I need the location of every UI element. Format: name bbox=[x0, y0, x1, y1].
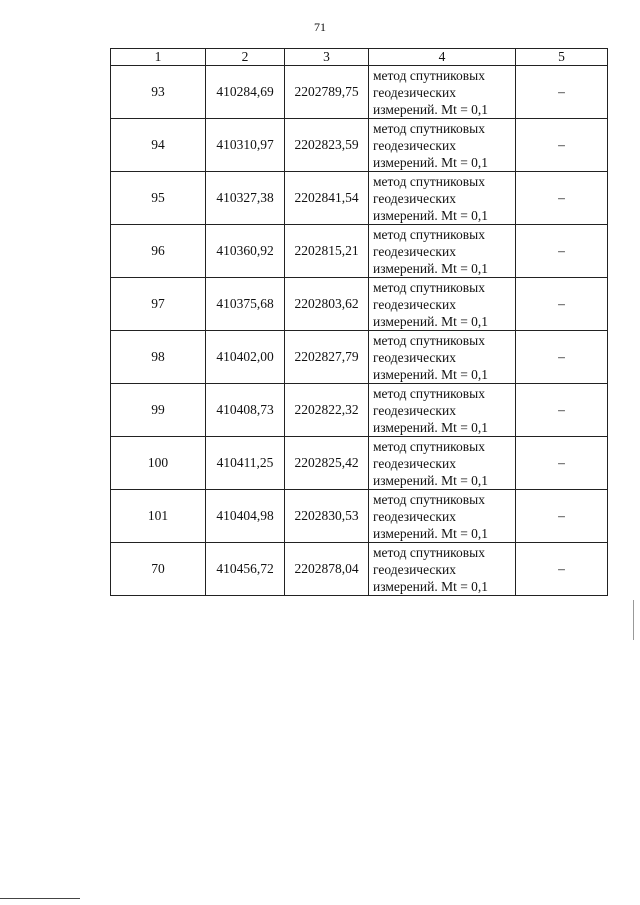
y-coordinate-cell: 2202878,04 bbox=[285, 543, 369, 596]
method-cell bbox=[369, 331, 516, 384]
header-col-5: 5 bbox=[516, 49, 608, 66]
table-row bbox=[111, 66, 608, 119]
col5-cell: – bbox=[516, 490, 608, 543]
method-line: геодезических bbox=[373, 243, 456, 259]
header-col-3: 3 bbox=[285, 49, 369, 66]
method-line: измерений. Mt = 0,1 bbox=[373, 260, 489, 276]
col5-cell: – bbox=[516, 66, 608, 119]
method-line: метод спутниковых bbox=[373, 226, 485, 242]
method-line: измерений. Mt = 0,1 bbox=[373, 419, 489, 435]
point-number-cell: 100 bbox=[111, 437, 206, 490]
header-col-1: 1 bbox=[111, 49, 206, 66]
y-coordinate-cell: 2202830,53 bbox=[285, 490, 369, 543]
y-coordinate-cell: 2202815,21 bbox=[285, 225, 369, 278]
col5-cell: – bbox=[516, 172, 608, 225]
col5-cell: – bbox=[516, 384, 608, 437]
method-cell bbox=[369, 66, 516, 119]
method-line: геодезических bbox=[373, 349, 456, 365]
method-line: геодезических bbox=[373, 190, 456, 206]
table-row bbox=[111, 119, 608, 172]
point-number-cell: 95 bbox=[111, 172, 206, 225]
method-line: метод спутниковых bbox=[373, 385, 485, 401]
x-coordinate-cell: 410456,72 bbox=[206, 543, 285, 596]
method-cell bbox=[369, 490, 516, 543]
method-line: геодезических bbox=[373, 84, 456, 100]
point-number-cell: 94 bbox=[111, 119, 206, 172]
x-coordinate-cell: 410327,38 bbox=[206, 172, 285, 225]
method-line: геодезических bbox=[373, 561, 456, 577]
table-row bbox=[111, 437, 608, 490]
method-line: геодезических bbox=[373, 455, 456, 471]
col5-cell: – bbox=[516, 225, 608, 278]
method-cell bbox=[369, 437, 516, 490]
table-row bbox=[111, 172, 608, 225]
point-number-cell: 96 bbox=[111, 225, 206, 278]
x-coordinate-cell: 410408,73 bbox=[206, 384, 285, 437]
y-coordinate-cell: 2202841,54 bbox=[285, 172, 369, 225]
method-line: геодезических bbox=[373, 296, 456, 312]
method-line: измерений. Mt = 0,1 bbox=[373, 578, 489, 594]
table-body bbox=[111, 66, 608, 596]
y-coordinate-cell: 2202823,59 bbox=[285, 119, 369, 172]
point-number-cell: 93 bbox=[111, 66, 206, 119]
x-coordinate-cell: 410360,92 bbox=[206, 225, 285, 278]
margin-mark bbox=[633, 600, 634, 640]
method-line: измерений. Mt = 0,1 bbox=[373, 472, 489, 488]
y-coordinate-cell: 2202803,62 bbox=[285, 278, 369, 331]
method-cell bbox=[369, 543, 516, 596]
method-line: метод спутниковых bbox=[373, 544, 485, 560]
method-line: измерений. Mt = 0,1 bbox=[373, 525, 489, 541]
col5-cell: – bbox=[516, 119, 608, 172]
table-row bbox=[111, 490, 608, 543]
y-coordinate-cell: 2202827,79 bbox=[285, 331, 369, 384]
x-coordinate-cell: 410404,98 bbox=[206, 490, 285, 543]
table-row bbox=[111, 384, 608, 437]
method-line: геодезических bbox=[373, 402, 456, 418]
method-cell bbox=[369, 119, 516, 172]
col5-cell: – bbox=[516, 437, 608, 490]
x-coordinate-cell: 410402,00 bbox=[206, 331, 285, 384]
method-line: метод спутниковых bbox=[373, 491, 485, 507]
method-line: геодезических bbox=[373, 508, 456, 524]
coordinates-table bbox=[110, 48, 608, 596]
table-row bbox=[111, 278, 608, 331]
table-row bbox=[111, 331, 608, 384]
x-coordinate-cell: 410310,97 bbox=[206, 119, 285, 172]
x-coordinate-cell: 410284,69 bbox=[206, 66, 285, 119]
method-line: измерений. Mt = 0,1 bbox=[373, 207, 489, 223]
method-line: метод спутниковых bbox=[373, 120, 485, 136]
point-number-cell: 99 bbox=[111, 384, 206, 437]
method-line: измерений. Mt = 0,1 bbox=[373, 154, 489, 170]
footnote-rule bbox=[0, 898, 80, 899]
method-cell bbox=[369, 225, 516, 278]
method-cell bbox=[369, 278, 516, 331]
header-row bbox=[111, 49, 608, 66]
header-col-4: 4 bbox=[369, 49, 516, 66]
header-col-2: 2 bbox=[206, 49, 285, 66]
table-row bbox=[111, 543, 608, 596]
point-number-cell: 97 bbox=[111, 278, 206, 331]
method-line: метод спутниковых bbox=[373, 438, 485, 454]
point-number-cell: 70 bbox=[111, 543, 206, 596]
col5-cell: – bbox=[516, 543, 608, 596]
method-line: измерений. Mt = 0,1 bbox=[373, 366, 489, 382]
y-coordinate-cell: 2202789,75 bbox=[285, 66, 369, 119]
table-row bbox=[111, 225, 608, 278]
method-line: геодезических bbox=[373, 137, 456, 153]
method-line: метод спутниковых bbox=[373, 279, 485, 295]
x-coordinate-cell: 410375,68 bbox=[206, 278, 285, 331]
method-line: метод спутниковых bbox=[373, 173, 485, 189]
col5-cell: – bbox=[516, 331, 608, 384]
method-line: метод спутниковых bbox=[373, 332, 485, 348]
method-line: метод спутниковых bbox=[373, 67, 485, 83]
y-coordinate-cell: 2202822,32 bbox=[285, 384, 369, 437]
method-cell bbox=[369, 172, 516, 225]
x-coordinate-cell: 410411,25 bbox=[206, 437, 285, 490]
method-line: измерений. Mt = 0,1 bbox=[373, 313, 489, 329]
point-number-cell: 101 bbox=[111, 490, 206, 543]
y-coordinate-cell: 2202825,42 bbox=[285, 437, 369, 490]
method-line: измерений. Mt = 0,1 bbox=[373, 101, 489, 117]
page-number: 71 bbox=[314, 20, 326, 34]
method-cell bbox=[369, 384, 516, 437]
col5-cell: – bbox=[516, 278, 608, 331]
point-number-cell: 98 bbox=[111, 331, 206, 384]
